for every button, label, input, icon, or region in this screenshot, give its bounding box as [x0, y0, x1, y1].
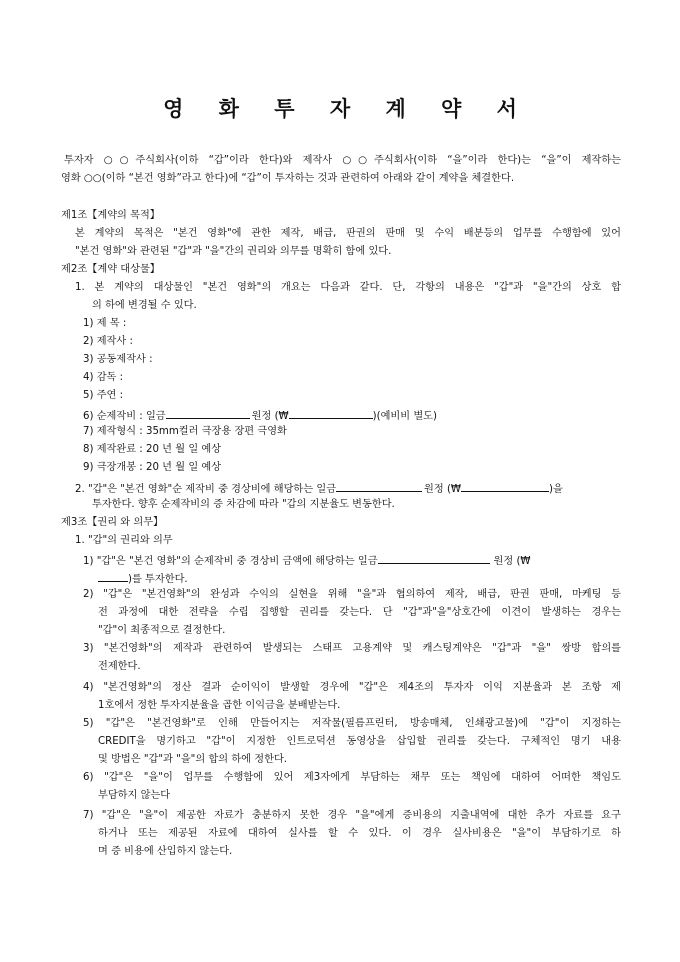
article-2-p1-line-2: 의 하에 변경될 수 있다.	[92, 300, 197, 311]
article-2-heading: 제2조【계약 대상물】	[61, 264, 160, 275]
article-3-item-3-line-1: 3) "본건영화"의 제작과 관련하여 발생되는 스태프 고용계약 및 캐스팅계약은 "갑"과 "을" 쌍방 합의를	[83, 643, 621, 654]
p2-currency-blank	[461, 480, 549, 492]
article-2-item-1: 1) 제 목 :	[83, 318, 127, 329]
article-3-item-5-line-3: 및 방법은 "갑"과 "을"의 합의 하에 정한다.	[98, 754, 288, 765]
article-1-line-1: 본 계약의 목적은 "본건 영화"에 관한 제작, 배급, 판권의 판매 및 수익 배분등의 업무를 수행함에 있어	[75, 228, 621, 239]
article-3-item-7-line-2: 하거나 또는 제공된 자료에 대하여 실사를 할 수 있다. 이 경우 실사비용은 "을"이 부담하기로 하	[98, 828, 621, 839]
article-3-heading: 제3조【권리 와 의무】	[61, 517, 164, 528]
article-2-p1-line-1: 1. 본 계약의 대상물인 "본건 영화"의 개요는 다음과 같다. 단, 각항의 내용은 "갑"과 "을"간의 상호 합	[75, 282, 621, 293]
i1-start: 1) "갑"은 "본건 영화"의 순제작비 중 경상비 금액에 해당하는 일금	[83, 556, 378, 567]
p2-won: 원정 (₩	[424, 484, 461, 495]
i1-amount-blank	[378, 552, 490, 564]
i1-currency-blank	[98, 570, 128, 582]
article-3-item-6-line-1: 6) "갑"은 "을"이 업무를 수행함에 있어 제3자에게 부담하는 채무 또는 책임에 대하여 어떠한 책임도	[83, 772, 621, 783]
article-1-heading: 제1조【계약의 목적】	[61, 210, 160, 221]
article-3-item-2-line-1: 2) "갑"은 "본건영화"의 완성과 수익의 실현을 위해 "을"과 협의하여 제작, 배급, 판권 판매, 마케팅 등	[83, 589, 621, 600]
article-3-item-6-line-2: 부담하지 않는다	[98, 790, 171, 801]
article-3-item-5-line-2: CREDIT을 명기하고 "갑"이 지정한 인트로덕션 동영상을 삽입할 권리를 갖는다. 구체적인 명기 내용	[98, 736, 621, 747]
article-3-item-7-line-1: 7) "갑"은 "을"이 제공한 자료가 충분하지 못한 경우 "을"에게 증비용의 지출내역에 대한 추가 자료를 요구	[83, 810, 621, 821]
article-3-item-7-line-3: 며 증 비용에 산입하지 않는다.	[98, 846, 233, 857]
item-6-tail: )(예비비 별도)	[372, 411, 437, 422]
article-2-p2-line-1	[75, 480, 563, 497]
article-3-item-1-line-1	[83, 552, 531, 569]
article-2-item-7: 7) 제작형식 : 35mm컬러 극장용 장편 극영화	[83, 426, 287, 437]
p2-tail: )을	[549, 484, 563, 495]
article-3-item-3-line-2: 전제한다.	[98, 661, 141, 672]
article-3-item-1-line-2	[98, 570, 188, 587]
document-title: 영 화 투 자 계 약 서	[163, 97, 531, 121]
intro-line-1: 투자자 ○○주식회사(이하 “갑”이라 한다)와 제작사 ○○주식회사(이하 “을”이라 한다)는 “을”이 제작하는	[64, 155, 621, 166]
article-3-item-4-line-2: 1호에서 정한 투자지분율을 곱한 이익금을 분배받는다.	[98, 700, 341, 711]
article-2-item-3: 3) 공동제작사 :	[83, 354, 153, 365]
article-2-item-8: 8) 제작완료 : 20 년 월 일 예상	[83, 444, 222, 455]
article-2-item-5: 5) 주연 :	[83, 390, 124, 401]
article-3-sub-1: 1. "갑"의 권리와 의무	[75, 535, 173, 546]
article-1-line-2: "본건 영화"와 관련된 "갑"과 "을"간의 권리와 의무를 명확히 함에 있다.	[75, 246, 392, 257]
article-2-item-4: 4) 감독 :	[83, 372, 124, 383]
item-6-amount-blank	[166, 407, 250, 419]
intro-line-2: 영화 ○○(이하 “본건 영화”라고 한다)에 “갑”이 투자하는 것과 관련하여 아래와 같이 계약을 체결한다.	[61, 173, 515, 184]
article-2-item-9: 9) 극장개봉 : 20 년 월 일 예상	[83, 462, 222, 473]
item-6-won: 원정 (₩	[251, 411, 289, 422]
item-6-label: 6) 순제작비 : 일금	[83, 411, 166, 422]
article-3-item-2-line-3: "갑"이 최종적으로 결정한다.	[98, 625, 226, 636]
article-3-item-5-line-1: 5) "갑"은 "본건영화"로 인해 만들어지는 저작물(필름프린터, 방송매체, 인쇄광고물)에 "갑"이 지정하는	[83, 718, 621, 729]
p2-start: 2. "갑"은 "본건 영화"순 제작비 중 경상비에 해당하는 일금	[75, 484, 337, 495]
article-3-item-2-line-2: 전 과정에 대한 전략을 수립 집행할 권리를 갖는다. 단 "갑"과"을"상호간에 이견이 발생하는 경우는	[98, 607, 621, 618]
p2-amount-blank	[336, 480, 422, 492]
article-3-item-4-line-1: 4) "본건영화"의 정산 결과 순이익이 발생할 경우에 "갑"은 제4조의 투자자 이익 지분율과 본 조항 제	[83, 682, 621, 693]
article-2-p2-line-2: 투자한다. 향후 순제작비의 증 차감에 따라 "갑의 지분율도 변동한다.	[92, 499, 395, 510]
item-6-currency-blank	[289, 407, 373, 419]
i1-won: 원정 (₩	[493, 556, 531, 567]
i1-line2: )를 투자한다.	[128, 574, 188, 585]
article-2-item-2: 2) 제작사 :	[83, 336, 133, 347]
article-2-item-6	[83, 407, 437, 424]
